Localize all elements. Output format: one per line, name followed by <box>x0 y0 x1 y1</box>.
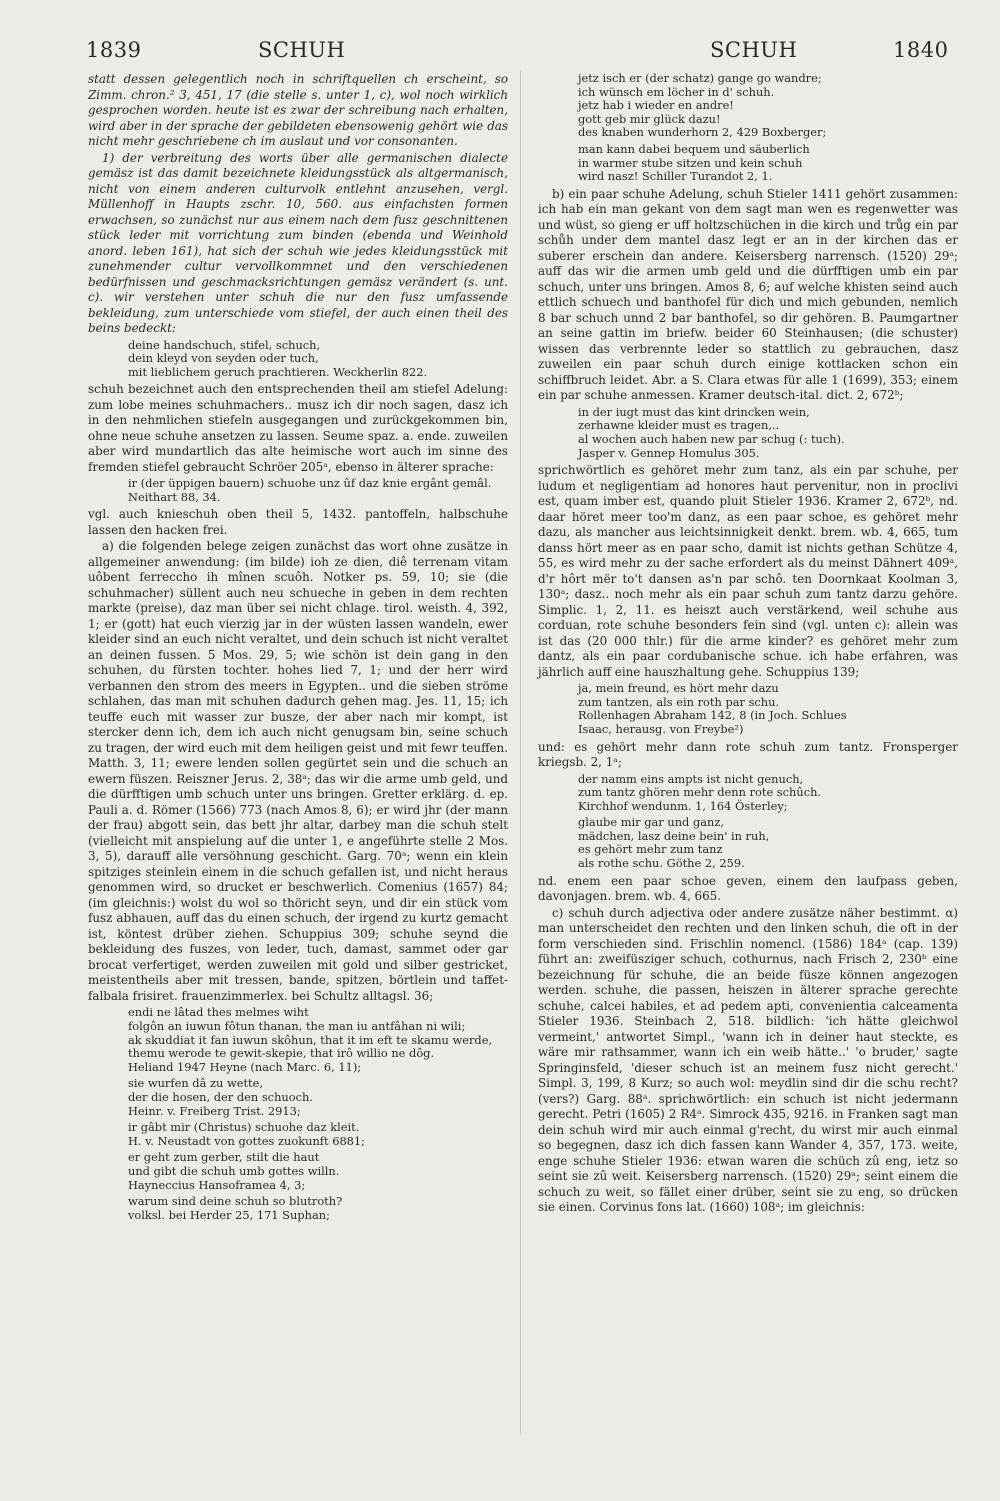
quotation-block: ja, mein freund, es hört mehr dazu zum tantzen, als ein roth par schu. Rollenhagen Abraham 142, 8 (in Joch. Schlues Isaac, herausg. von Freybe²) <box>578 681 847 736</box>
paragraph: nd. enem een paar schoe geven, einem den laufpass geben, davonjagen. brem. wb. 4, 665. <box>538 873 958 904</box>
left-running-title: SCHUH <box>258 38 346 62</box>
quotation-block: ir gâbt mir (Christus) schuohe daz kleit. H. v. Neustadt von gottes zuokunft 6881; <box>128 1120 366 1148</box>
quotation-block: ir (der üppigen bauern) schuohe unz ûf daz knie ergânt gemâl. Neithart 88, 34. <box>128 476 492 504</box>
quotation-block: endi ne lâtad thes melmes wiht folgôn an iuwun fôtun thanan, the man iu antfâhan ni wili; ak skuddiat it fan iuwun skôhun, that it im eft te skamu werde, themu werode te gewit-skepie, that irô willio ne dôg. Heliand 1947 Heyne (nach Marc. 6, 11); <box>128 1005 493 1074</box>
paragraph: und: es gehört mehr dann rote schuh zum tantz. Fronsperger kriegsb. 2, 1ᵃ; <box>538 739 958 769</box>
paragraph: sprichwörtlich es gehöret mehr zum tanz, als ein par schuhe, per ludum et negligentiam ad honores haut pervenitur, non in proclivi est, quam imber est, quando pluit Stieler 1936. Kramer 2, 672ᵇ, nd. daar höret meer too'm danz, as een paar schoe, es gehöret mehr dazu, als mancher aus leichtsinnigkeit denkt. brem. wb. 4, 665, tum danss hört meer as en paar scho, damit ist nichts gethan Schütze 4, 55, es wird mehr zu der sache erfordert als du meinst Dähnert 409ᵃ, d'r hôrt mër to't dansen as'n par schô. ten Doornkaat Koolman 3, 130ᵃ; dasz.. noch mehr als ein paar schuh zum tantz darzu gehöre. Simplic. 1, 2, 11. es heiszt auch verstärkend, weil schuhe aus corduan, rote schuhe besonders fein sind (vgl. unten c): allein was ist das (20 000 thlr.) für die arme kinder? es gehöret mehr zum dantz, als ein paar cordubanische schue. ich habe erfahren, was jährlich auff eine hauszhaltung gehe. Schuppius 139; <box>538 463 958 679</box>
paragraph: c) schuh durch adjectiva oder andere zusätze näher bestimmt. α) man unterscheidet den rechten und den linken schuh, die oft in der form verschieden sind. Frischlin nomencl. (1586) 184ᵃ (cap. 139) führt an: zweifüsziger schuch, cothurnus, nach Frisch 2, 230ᵇ eine bezeichnung für schuhe, die an beide füsze können angezogen werden. schuhe, die passen, heiszen in älterer sprache gerechte schuhe, calcei habiles, et ad pedem apti, convenientia calceamenta Stieler 1936. Steinbach 2, 518. bildlich: 'ich hätte gleichwol vermeint,' antwortet Simpl., 'wann ich in deiner haut steckte, es wäre mir rathsammer, wann ich ein weib hätte..' 'o bruder,' sagte Springinsfeld, 'dieser schuch ist an meinem fusz nicht gerecht.' Simpl. 3, 199, 8 Kurz; so auch wol: meydlin sind dir die schu recht? (vers?) Garg. 88ᵃ. sprichwörtlich: ein schuch ist nicht jedermann gerecht. Petri (1605) 2 R4ᵃ. Simrock 435, 9216. in Franken sagt man dein schuh wird mir auch einmal g'recht, du wirst mir auch einmal so begegnen, dasz ich dich fassen kann Wander 4, 357, 173. weite, enge schuhe Stieler 1936: etwan waren die schüch zû eng, ietz so seint sie zû weit. Keisersberg narrensch. (1520) 29ᵃ; seint einem die schuch zu weit, so fället einer drüber, seint sie zu eng, so drücken sie einen. Corvinus fons lat. (1660) 108ᵃ; im gleichnis: <box>538 905 958 1215</box>
left-page-number: 1839 <box>86 38 142 62</box>
paragraph: 1) der verbreitung des worts über alle germanischen dialecte gemäsz ist das damit bezeichnete kleidungsstück als altgermanisch, nicht von einem anderen culturvolk entlehnt anzusehen, vergl. Müllenhoff in Haupts zschr. 10, 560. aus einfachsten formen erwachsen, so zunächst nur aus einem nach dem fusz geschnittenen stück leder mit vorrichtung zum binden (ebenda und Weinhold anord. leben 161), hat sich der schuh wie jedes kleidungsstück mit zunehmender cultur vervollkommnet und den verschiedenen bedürfnissen und geschmacksrichtungen gemäsz verändert (s. unt. c). wir verstehen unter schuh die nur den fusz umfassende bekleidung, zum unterschiede vom stiefel, der auch einen theil des beins bedeckt: <box>88 150 508 335</box>
paragraph: schuh bezeichnet auch den entsprechenden theil am stiefel Adelung: zum lobe meines schuhmachers.. musz ich dir noch sagen, dasz ich in den nehmlichen stiefeln ausgegangen und zurückgekommen bin, ohne neue schuhe ansetzen zu lassen. Seume spaz. a. ende. zuweilen aber wird mundartlich das alte heimische wort auch im sinne des fremden stiefel gebraucht Schröer 205ᵃ, ebenso in älterer sprache: <box>88 382 508 474</box>
quotation-block: der namm eins ampts ist nicht genuch, zum tantz ghören mehr denn rote schûch. Kirchhof wendunm. 1, 164 Österley; <box>578 771 822 813</box>
quotation-block: jetz isch er (der schatz) gange go wandre; ich wünsch em löcher in d' schuh. jetz hab i wieder en andre! gott geb mir glück dazu! des knaben wunderhorn 2, 429 Boxberger; <box>578 71 827 140</box>
quotation-block: deine handschuch, stifel, schuch, dein kleyd von seyden oder tuch, mit lieblichem geruch prachtieren. Weckherlin 822. <box>128 337 428 379</box>
quotation-block: glaube mir gar und ganz, mädchen, lasz deine bein' in ruh, es gehört mehr zum tanz als rothe schu. Göthe 2, 259. <box>578 815 770 871</box>
right-page-number: 1840 <box>893 38 949 62</box>
quotation-block: sie wurfen dâ zu wette, der die hosen, der den schuoch. Heinr. v. Freiberg Trist. 2913; <box>128 1076 313 1118</box>
paragraph: statt dessen gelegentlich noch in schriftquellen ch erscheint, so Zimm. chron.² 3, 451, 17 (die stelle s. unter 1, c), wol noch wirklich gesprochen worden. heute ist es zwar der schreibung nach erhalten, wird aber in der sprache der gebildeten ebensowenig gehört wie das nicht mehr geschriebene ch im auslaut und vor consonanten. <box>88 72 508 148</box>
quotation-block: man kann dabei bequem und säuberlich in warmer stube sitzen und kein schuh wird nasz! Schiller Turandot 2, 1. <box>578 141 810 184</box>
quotation-block: warum sind deine schuh so blutroth? volksl. bei Herder 25, 171 Suphan; <box>128 1194 343 1222</box>
column-divider <box>520 70 521 1435</box>
paragraph: vgl. auch knieschuh oben theil 5, 1432. pantoffeln, halbschuhe lassen den hacken frei. <box>88 507 508 537</box>
quotation-block: er geht zum gerber, stilt die haut und gibt die schuh umb gottes willn. Hayneccius Hansoframea 4, 3; <box>128 1150 340 1192</box>
right-running-title: SCHUH <box>710 38 798 62</box>
paragraph: a) die folgenden belege zeigen zunächst das wort ohne zusätze in allgemeiner anwendung: (im bilde) ioh ze dien, diê terrenam vitam uôbent ferreccho ih mînen scuôh. Notker ps. 59, 10; sie (die schuhmacher) süllent auch neu schueche in geben in dem rechten markte (preise), daz man über sei nicht chlage. tirol. weisth. 4, 392, 1; er (gott) hat euch vierzig jar in der wüsten lassen wandeln, ewer kleider sind an euch nicht veraltet, und dein schuch ist nicht veraltet an deinen fussen. 5 Mos. 29, 5; wie schön ist dein gang in den schuhen, du fürsten tochter. hohes lied 7, 1; und der herr wird verbannen den strom des meers in Egypten.. und die sieben ströme schlahen, das man mit schuhen dadurch gehen mag. Jes. 11, 15; ich teuffe euch mit wasser zur busze, der aber nach mir kompt, ist stercker denn ich, dem ich auch nicht genugsam bin, seine schuch zu tragen, der wird euch mit dem heiligen geist und mit fewr teuffen. Matth. 3, 11; ewere lenden sollen gegürtet sein und die schuch an ewern füszen. Reiszner Jerus. 2, 38ᵃ; das wir die arme umb geld, und die dürfftigen umb schuch unter uns bringen. Gretter erklärg. d. ep. Pauli a. d. Römer (1566) 773 (nach Amos 8, 6); er wird jhr (der mann der frau) abgott sein, das bett jhr altar, darbey man die schuh stelt (vielleicht mit anspielung auf die unter 1, e angeführte stelle 2 Mos. 3, 5), darauff alle versöhnung geschicht. Garg. 70ᵃ; wenn ein klein spitziges steinlein einem in die schuch gefallen ist, und nicht heraus genommen wird, so drucket er beschwerlich. Comenius (1657) 84; (im gleichnis:) wolst du wol so thöricht seyn, und dir ein stück vom fusz abhauen, auff das du einen schuch, der irgend zu kurtz gemacht ist, köntest drüber ziehen. Schuppius 309; schuhe seynd die bekleidung des fuszes, von leder, tuch, damast, sammet oder gar brocat verfertiget, werden zuweilen mit gold und silber gestricket, meistentheils aber mit tressen, bande, spitzen, börtlein und taffet-falbala frisiret. frauenzimmerlex. bei Schultz alltagsl. 36; <box>88 539 508 1003</box>
quotation-block: in der iugt must das kint drincken wein, zerhawne kleider must es tragen,.. al wochen auch haben new par schug (: tuch). Jasper v. Gennep Homulus 305. <box>578 404 845 460</box>
paragraph: b) ein paar schuhe Adelung, schuh Stieler 1411 gehört zusammen: ich hab ein man gekant von dem sagt man wen es regenwetter was und wüst, so gieng er uff holtzschüchen in die kirch und trůg ein par schůh under dem mantel dasz legt er an in der kirchen das er suberer erschein dan andere. Keisersberg narrensch. (1520) 29ᵃ; auff das wir die armen umb geld und die dürfftigen umb ein par schuch, unter uns bringen. Amos 8, 6; auf welche khisten seind auch ettlich schuech und banthofel für dich und mich gebunden, nemlich 8 bar schuch unnd 2 bar banthofel, so dir gehören. B. Paumgartner an seine gattin im briefw. beider 60 Steinhausen; (die schuster) wissen das verbrennte leder so stattlich zu gebrauchen, dasz zuweilen ein paar schuh durch einige kottlacken schon ein schiffbruch leidet. Abr. a S. Clara etwas für alle 1 (1699), 353; einem ein par schuhe anmessen. Kramer deutsch-ital. dict. 2, 672ᵇ; <box>538 186 958 403</box>
left-column <box>88 72 508 1225</box>
right-column <box>538 70 958 1217</box>
